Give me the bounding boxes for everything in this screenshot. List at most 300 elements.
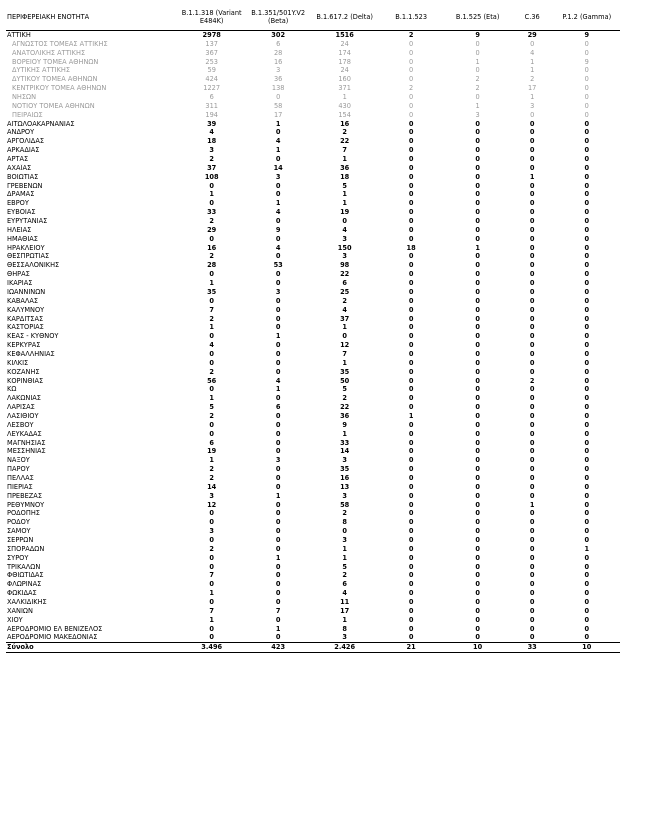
count-cell: 1 xyxy=(342,155,347,164)
table-row xyxy=(6,208,620,217)
count-cell: 37 xyxy=(340,314,350,323)
region-name: ΦΛΩΡΙΝΑΣ xyxy=(7,580,42,589)
count-cell: 4 xyxy=(275,137,281,146)
count-cell: 0 xyxy=(529,261,535,270)
count-cell: 0 xyxy=(529,305,535,314)
count-cell: 24 xyxy=(340,66,349,75)
count-cell: 0 xyxy=(529,518,535,527)
count-cell: 0 xyxy=(408,420,414,429)
count-cell: 0 xyxy=(209,598,214,606)
count-cell: 0 xyxy=(408,438,414,447)
count-cell: 0 xyxy=(584,314,590,323)
count-cell: 0 xyxy=(529,146,535,155)
count-cell: 0 xyxy=(475,420,480,429)
count-cell: 0 xyxy=(408,535,414,544)
count-cell: 0 xyxy=(408,456,414,465)
region-name: ΘΗΡΑΣ xyxy=(7,270,30,279)
count-cell: 0 xyxy=(529,119,535,128)
table-header xyxy=(6,4,620,31)
count-cell: 0 xyxy=(475,234,480,243)
count-cell: 0 xyxy=(584,580,590,589)
region-name: ΘΕΣΣΑΛΟΝΙΚΗΣ xyxy=(7,261,60,270)
count-cell: 0 xyxy=(475,473,480,482)
count-cell: 0 xyxy=(275,465,281,474)
count-cell: 0 xyxy=(475,279,480,288)
count-cell: 0 xyxy=(584,509,590,518)
count-cell: 3 xyxy=(275,456,281,465)
count-cell: 0 xyxy=(275,279,281,288)
count-cell: 0 xyxy=(584,394,590,403)
table-subrow xyxy=(6,84,620,93)
count-cell: 7 xyxy=(209,305,214,314)
count-cell: 0 xyxy=(275,411,281,420)
table-row xyxy=(6,439,620,448)
table-row xyxy=(6,297,620,306)
table-row xyxy=(6,607,620,616)
table-row xyxy=(6,501,620,510)
count-cell: 0 xyxy=(475,287,480,296)
region-name: ΑΙΤΩΛΟΑΚΑΡΝΑΝΙΑΣ xyxy=(7,119,75,128)
count-cell: 0 xyxy=(408,208,414,217)
count-cell: 0 xyxy=(275,535,281,544)
region-name: ΑΝΔΡΟΥ xyxy=(7,128,35,137)
count-cell: 17 xyxy=(273,110,283,119)
table-row xyxy=(6,474,620,483)
total-cell: 10 xyxy=(553,643,620,653)
table-row xyxy=(6,456,620,465)
count-cell: 0 xyxy=(408,615,414,624)
count-cell: 1 xyxy=(342,323,347,332)
count-cell: 0 xyxy=(408,403,414,412)
count-cell: 0 xyxy=(584,84,589,93)
region-name: ΘΕΣΠΡΩΤΙΑΣ xyxy=(7,252,50,261)
count-cell: 0 xyxy=(584,633,590,642)
count-cell: 35 xyxy=(340,367,350,376)
count-cell: 0 xyxy=(584,101,589,110)
table-row xyxy=(6,385,620,394)
count-cell: 0 xyxy=(529,411,535,420)
table-subrow xyxy=(6,66,620,75)
count-cell: 0 xyxy=(584,225,590,234)
table-row xyxy=(6,306,620,315)
count-cell: 0 xyxy=(408,473,414,482)
count-cell: 0 xyxy=(209,518,214,527)
count-cell: 1 xyxy=(530,93,535,102)
region-name: ΤΡΙΚΑΛΩΝ xyxy=(7,562,41,571)
count-cell: 0 xyxy=(529,615,535,624)
count-cell: 430 xyxy=(338,101,351,110)
count-cell: 16 xyxy=(273,57,283,66)
table-row xyxy=(6,598,620,607)
region-name: ΔΥΤΙΚΟΥ ΤΟΜΕΑ ΑΘΗΝΩΝ xyxy=(12,75,98,84)
count-cell: 22 xyxy=(340,270,350,279)
count-cell: 0 xyxy=(529,199,535,208)
count-cell: 0 xyxy=(475,562,480,571)
count-cell: 0 xyxy=(475,323,480,332)
count-cell: 0 xyxy=(584,48,589,57)
count-cell: 0 xyxy=(529,491,535,500)
count-cell: 0 xyxy=(275,296,281,305)
count-cell: 0 xyxy=(408,598,414,606)
count-cell: 2 xyxy=(209,252,214,261)
count-cell: 0 xyxy=(408,509,414,518)
count-cell: 0 xyxy=(275,190,281,199)
count-cell: 16 xyxy=(340,473,350,482)
count-cell: 0 xyxy=(209,199,214,208)
count-cell: 0 xyxy=(584,110,589,119)
count-cell: 0 xyxy=(475,199,480,208)
count-cell: 0 xyxy=(408,163,414,172)
table-row xyxy=(6,545,620,554)
region-name: ΑΡΤΑΣ xyxy=(7,155,29,164)
count-cell: 0 xyxy=(475,261,480,270)
count-cell: 0 xyxy=(584,243,590,252)
count-cell: 0 xyxy=(475,305,480,314)
table-row xyxy=(6,164,620,173)
count-cell: 0 xyxy=(409,110,414,119)
count-cell: 0 xyxy=(584,482,590,491)
table-row xyxy=(6,146,620,155)
count-cell: 0 xyxy=(529,456,535,465)
count-cell: 39 xyxy=(207,119,217,128)
region-name: ΛΕΣΒΟΥ xyxy=(7,420,34,429)
count-cell: 0 xyxy=(584,349,590,358)
count-cell: 0 xyxy=(209,535,214,544)
total-cell: 10 xyxy=(444,643,510,653)
count-cell: 0 xyxy=(275,562,281,571)
count-cell: 98 xyxy=(340,261,350,270)
count-cell: 1 xyxy=(275,385,281,394)
count-cell: 0 xyxy=(408,580,414,589)
count-cell: 0 xyxy=(209,270,214,279)
region-name: ΡΟΔΟΥ xyxy=(7,518,30,527)
count-cell: 58 xyxy=(273,101,283,110)
count-cell: 0 xyxy=(409,57,414,66)
count-cell: 0 xyxy=(409,39,414,48)
count-cell: 0 xyxy=(584,624,590,633)
count-cell: 0 xyxy=(529,580,535,589)
header-b11318: B.1.1.318 (Variant E484K) xyxy=(181,8,242,25)
total-cell: 3.496 xyxy=(178,643,244,653)
count-cell: 0 xyxy=(475,456,480,465)
count-cell: 0 xyxy=(529,385,535,394)
table-row xyxy=(6,270,620,279)
count-cell: 0 xyxy=(475,252,480,261)
count-cell: 0 xyxy=(475,465,480,474)
count-cell: 0 xyxy=(276,93,281,102)
count-cell: 311 xyxy=(205,101,218,110)
table-subrow xyxy=(6,75,620,84)
count-cell: 0 xyxy=(408,544,414,553)
region-name: ΝΟΤΙΟΥ ΤΟΜΕΑ ΑΘΗΝΩΝ xyxy=(12,101,95,110)
count-cell: 0 xyxy=(408,571,414,580)
count-cell: 302 xyxy=(271,31,286,39)
count-cell: 0 xyxy=(275,349,281,358)
count-cell: 6 xyxy=(342,279,347,288)
count-cell: 0 xyxy=(529,482,535,491)
total-cell: 423 xyxy=(245,643,311,653)
count-cell: 0 xyxy=(584,234,590,243)
count-cell: 3 xyxy=(209,527,214,536)
count-cell: 25 xyxy=(340,287,350,296)
count-cell: 0 xyxy=(408,482,414,491)
count-cell: 4 xyxy=(342,305,347,314)
count-cell: 0 xyxy=(408,225,414,234)
count-cell: 108 xyxy=(204,172,219,181)
count-cell: 0 xyxy=(529,190,535,199)
count-cell: 0 xyxy=(584,66,589,75)
count-cell: 0 xyxy=(275,580,281,589)
count-cell: 0 xyxy=(529,562,535,571)
table-row xyxy=(6,332,620,341)
table-row xyxy=(6,412,620,421)
count-cell: 0 xyxy=(342,332,347,341)
table-row xyxy=(6,589,620,598)
count-cell: 2 xyxy=(209,544,214,553)
count-cell: 0 xyxy=(584,606,590,615)
count-cell: 0 xyxy=(475,589,480,598)
count-cell: 0 xyxy=(275,527,281,536)
count-cell: 0 xyxy=(275,500,281,509)
count-cell: 0 xyxy=(529,429,535,438)
region-name: ΧΑΝΙΩΝ xyxy=(7,606,33,615)
count-cell: 1 xyxy=(408,411,414,420)
count-cell: 7 xyxy=(209,571,214,580)
table-subrow xyxy=(6,40,620,49)
header-region: ΠΕΡΙΦΕΡΕΙΑΚΗ ΕΝΟΤΗΤΑ xyxy=(7,12,90,21)
region-name: ΚΕΑΣ - ΚΥΘΝΟΥ xyxy=(7,332,59,341)
count-cell: 1 xyxy=(342,93,347,102)
count-cell: 0 xyxy=(408,261,414,270)
table-row xyxy=(6,483,620,492)
count-cell: 0 xyxy=(584,527,590,536)
count-cell: 0 xyxy=(475,571,480,580)
region-name: ΔΥΤΙΚΗΣ ΑΤΤΙΚΗΣ xyxy=(12,66,71,75)
count-cell: 0 xyxy=(475,48,480,57)
count-cell: 0 xyxy=(409,101,414,110)
count-cell: 0 xyxy=(584,420,590,429)
count-cell: 0 xyxy=(584,553,590,562)
total-row xyxy=(6,643,620,653)
region-name: ΑΕΡΟΔΡΟΜΙΟ ΕΛ ΒΕΝΙΖΕΛΟΣ xyxy=(7,624,103,633)
count-cell: 0 xyxy=(408,305,414,314)
count-cell: 0 xyxy=(408,128,414,137)
count-cell: 3 xyxy=(209,491,214,500)
count-cell: 0 xyxy=(275,181,281,190)
count-cell: 0 xyxy=(475,349,480,358)
region-name: ΑΤΤΙΚΗ xyxy=(7,31,31,39)
count-cell: 0 xyxy=(408,279,414,288)
count-cell: 1 xyxy=(275,553,281,562)
count-cell: 5 xyxy=(342,181,347,190)
count-cell: 0 xyxy=(584,615,590,624)
count-cell: 0 xyxy=(584,332,590,341)
count-cell: 16 xyxy=(207,243,217,252)
table-row xyxy=(6,536,620,545)
count-cell: 0 xyxy=(475,535,480,544)
count-cell: 0 xyxy=(209,181,214,190)
count-cell: 0 xyxy=(529,544,535,553)
count-cell: 0 xyxy=(529,624,535,633)
region-name: ΔΡΑΜΑΣ xyxy=(7,190,35,199)
count-cell: 9 xyxy=(475,31,480,39)
count-cell: 0 xyxy=(529,509,535,518)
count-cell: 9 xyxy=(342,420,347,429)
table-row xyxy=(6,509,620,518)
count-cell: 3 xyxy=(342,456,347,465)
region-name: ΦΘΙΩΤΙΔΑΣ xyxy=(7,571,44,580)
count-cell: 0 xyxy=(584,128,590,137)
count-cell: 0 xyxy=(275,482,281,491)
count-cell: 0 xyxy=(408,119,414,128)
table-subrow xyxy=(6,102,620,111)
region-name: ΑΧΑΪΑΣ xyxy=(7,163,32,172)
count-cell: 0 xyxy=(529,128,535,137)
count-cell: 1 xyxy=(342,553,347,562)
count-cell: 0 xyxy=(275,633,281,642)
count-cell: 1 xyxy=(209,323,214,332)
header-b11523: B.1.1.523 xyxy=(395,12,428,21)
count-cell: 0 xyxy=(209,420,214,429)
count-cell: 0 xyxy=(475,217,480,226)
count-cell: 0 xyxy=(275,270,281,279)
count-cell: 0 xyxy=(275,518,281,527)
count-cell: 0 xyxy=(408,376,414,385)
count-cell: 0 xyxy=(275,544,281,553)
count-cell: 0 xyxy=(275,447,281,456)
count-cell: 0 xyxy=(275,341,281,350)
count-cell: 6 xyxy=(209,93,214,102)
count-cell: 0 xyxy=(475,296,480,305)
table-row xyxy=(6,315,620,324)
count-cell: 35 xyxy=(340,465,350,474)
count-cell: 2 xyxy=(342,128,347,137)
count-cell: 3 xyxy=(475,110,480,119)
count-cell: 0 xyxy=(475,358,480,367)
table-row xyxy=(6,527,620,536)
region-name: ΣΕΡΡΩΝ xyxy=(7,535,34,544)
count-cell: 0 xyxy=(529,598,535,606)
count-cell: 6 xyxy=(276,39,281,48)
count-cell: 7 xyxy=(275,606,281,615)
count-cell: 28 xyxy=(207,261,217,270)
region-name: ΣΑΜΟΥ xyxy=(7,527,31,536)
count-cell: 1 xyxy=(475,243,480,252)
count-cell: 29 xyxy=(527,31,537,39)
count-cell: 0 xyxy=(584,411,590,420)
region-name: ΠΡΕΒΕΖΑΣ xyxy=(7,491,42,500)
count-cell: 0 xyxy=(475,119,480,128)
count-cell: 0 xyxy=(584,296,590,305)
count-cell: 2 xyxy=(342,571,347,580)
count-cell: 0 xyxy=(584,75,589,84)
count-cell: 1 xyxy=(342,199,347,208)
count-cell: 37 xyxy=(207,163,217,172)
count-cell: 0 xyxy=(529,137,535,146)
region-name: ΠΕΙΡΑΙΩΣ xyxy=(12,110,43,119)
count-cell: 0 xyxy=(275,314,281,323)
count-cell: 1 xyxy=(275,624,281,633)
count-cell: 11 xyxy=(340,598,350,606)
count-cell: 0 xyxy=(529,296,535,305)
count-cell: 7 xyxy=(342,349,347,358)
count-cell: 0 xyxy=(529,571,535,580)
count-cell: 1 xyxy=(475,57,480,66)
count-cell: 0 xyxy=(408,314,414,323)
count-cell: 0 xyxy=(529,349,535,358)
count-cell: 0 xyxy=(584,385,590,394)
count-cell: 35 xyxy=(207,287,217,296)
count-cell: 0 xyxy=(530,39,535,48)
region-name: ΝΑΞΟΥ xyxy=(7,456,30,465)
count-cell: 0 xyxy=(408,199,414,208)
region-name: ΛΑΣΙΘΙΟΥ xyxy=(7,411,39,420)
count-cell: 0 xyxy=(475,544,480,553)
count-cell: 0 xyxy=(584,181,590,190)
count-cell: 0 xyxy=(529,589,535,598)
region-name: ΛΕΥΚΑΔΑΣ xyxy=(7,429,42,438)
count-cell: 0 xyxy=(275,128,281,137)
count-cell: 0 xyxy=(408,252,414,261)
count-cell: 0 xyxy=(584,93,589,102)
count-cell: 56 xyxy=(207,376,217,385)
count-cell: 4 xyxy=(342,225,347,234)
count-cell: 0 xyxy=(475,137,480,146)
count-cell: 5 xyxy=(209,403,214,412)
count-cell: 33 xyxy=(340,438,350,447)
count-cell: 0 xyxy=(584,535,590,544)
count-cell: 0 xyxy=(209,624,214,633)
count-cell: 13 xyxy=(340,482,350,491)
count-cell: 17 xyxy=(527,84,537,93)
count-cell: 0 xyxy=(475,270,480,279)
count-cell: 1 xyxy=(342,544,347,553)
count-cell: 59 xyxy=(207,66,216,75)
table-row xyxy=(6,323,620,332)
count-cell: 0 xyxy=(475,394,480,403)
count-cell: 3 xyxy=(530,101,535,110)
count-cell: 19 xyxy=(340,208,350,217)
count-cell: 3 xyxy=(275,172,281,181)
count-cell: 0 xyxy=(529,341,535,350)
region-name: ΦΩΚΙΔΑΣ xyxy=(7,589,37,598)
header-p12: P.1.2 (Gamma) xyxy=(562,12,612,21)
count-cell: 1 xyxy=(530,57,535,66)
count-cell: 1 xyxy=(209,190,214,199)
table-row xyxy=(6,563,620,572)
count-cell: 36 xyxy=(340,411,350,420)
region-name: ΕΒΡΟΥ xyxy=(7,199,29,208)
count-cell: 0 xyxy=(584,287,590,296)
count-cell: 9 xyxy=(584,31,590,39)
region-name: ΛΑΚΩΝΙΑΣ xyxy=(7,394,41,403)
count-cell: 14 xyxy=(207,482,217,491)
count-cell: 0 xyxy=(408,394,414,403)
count-cell: 0 xyxy=(275,598,281,606)
count-cell: 0 xyxy=(408,447,414,456)
region-name: ΗΛΕΙΑΣ xyxy=(7,225,32,234)
count-cell: 0 xyxy=(584,598,590,606)
count-cell: 0 xyxy=(584,261,590,270)
count-cell: 0 xyxy=(584,190,590,199)
region-name: ΑΝΑΤΟΛΙΚΗΣ ΑΤΤΙΚΗΣ xyxy=(12,48,86,57)
count-cell: 1 xyxy=(275,332,281,341)
count-cell: 7 xyxy=(342,146,347,155)
count-cell: 0 xyxy=(275,305,281,314)
count-cell: 0 xyxy=(475,438,480,447)
count-cell: 0 xyxy=(529,279,535,288)
count-cell: 0 xyxy=(529,465,535,474)
